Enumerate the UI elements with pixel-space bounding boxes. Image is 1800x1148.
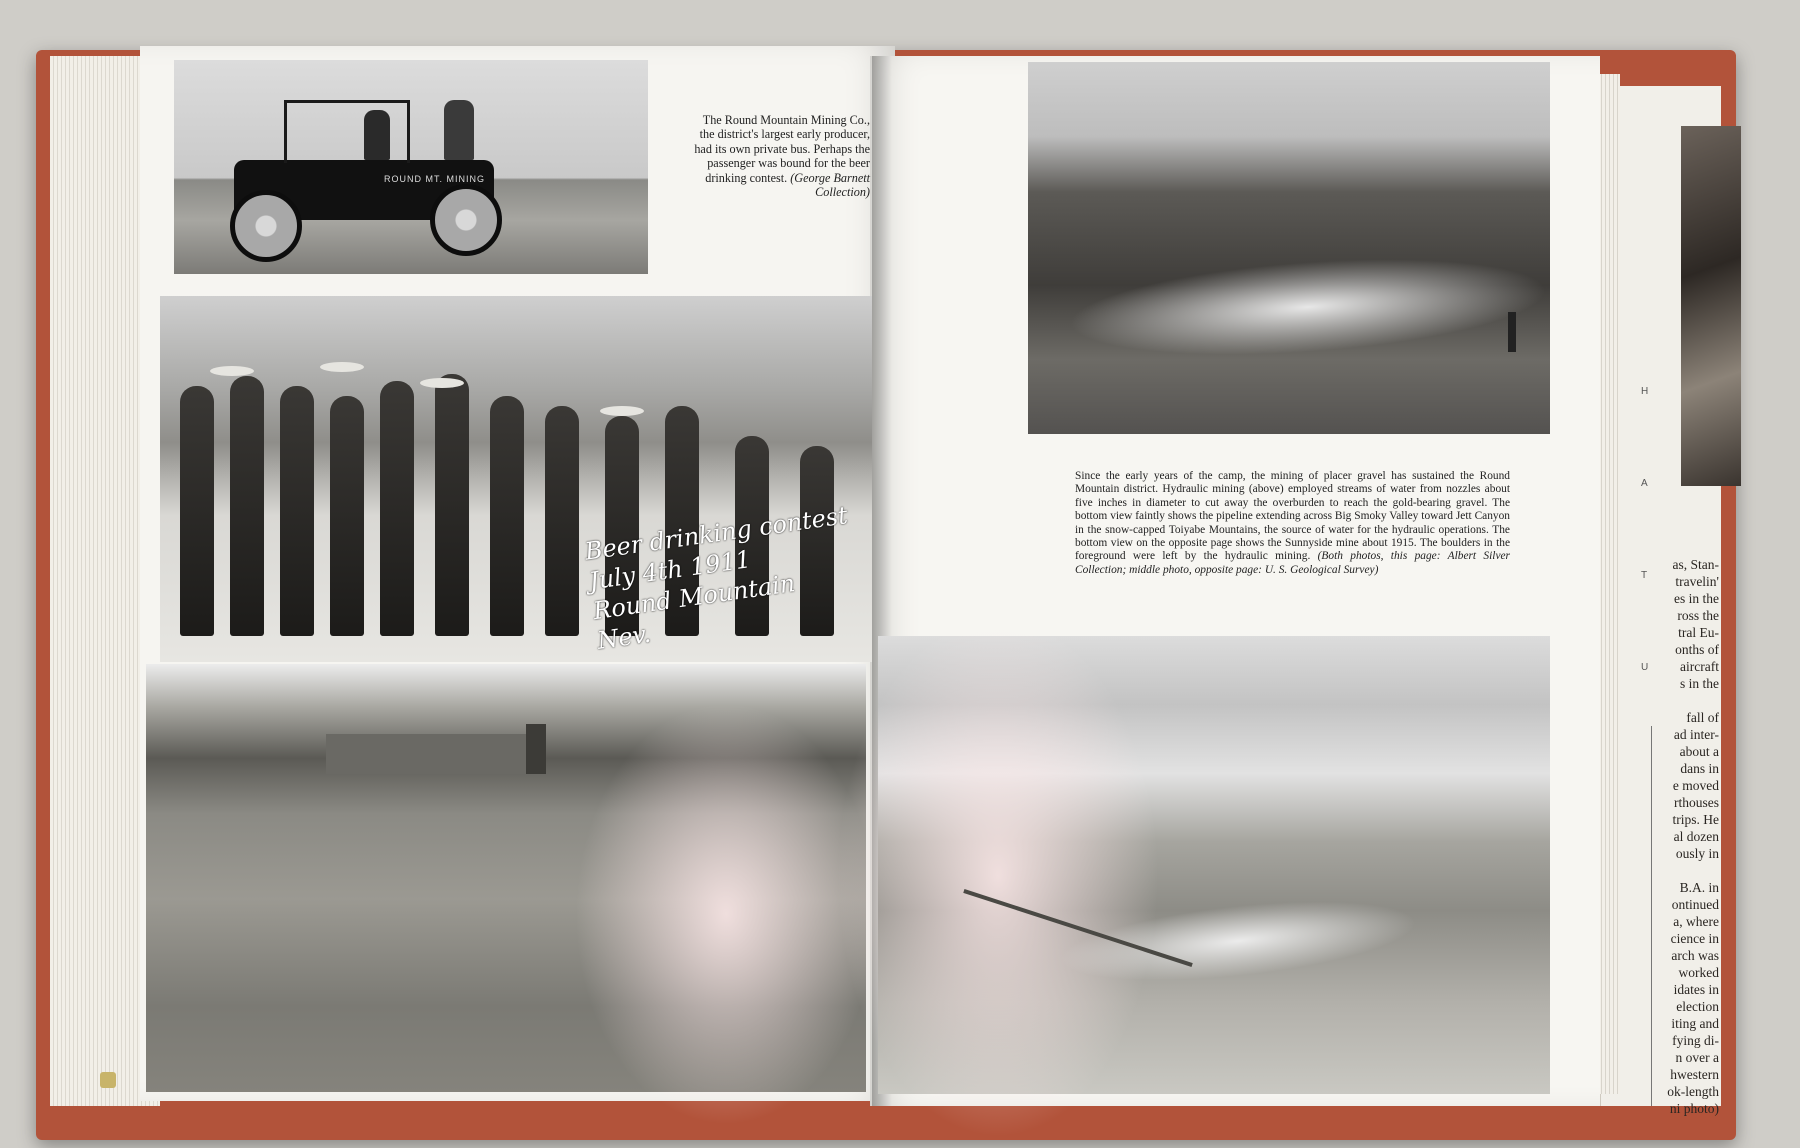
map-letter: A (1641, 478, 1648, 489)
map-letter: H (1641, 386, 1649, 397)
hat (210, 366, 254, 376)
glare (576, 704, 876, 1124)
person (380, 381, 414, 636)
person (545, 406, 579, 636)
hat (420, 378, 464, 388)
car-wheel (230, 190, 302, 262)
next-page-photo (1681, 126, 1741, 486)
hydraulic-caption-text: Since the early years of the camp, the mining of placer gravel has sustained the Round Mountain district. Hydraulic mining (above) employed streams of water from nozzles about five inches in diameter to cut away the overburden to reach the gold-bearing gravel. The bottom view faintly shows the pipeline extending across Big Smoky Valley toward Jett Canyon in the snow-capped Toiyabe Mountains, the source of water for the hydraulic operations. The bottom view on the opposite page shows the Sunnyside mine about 1915. The boulders in the foreground were left by the hydraulic mining. (1075, 470, 1510, 563)
hydraulic-mining-photo (1028, 62, 1550, 434)
person (230, 376, 264, 636)
car-wheel (430, 184, 502, 256)
water-spray (1065, 245, 1550, 368)
passenger (444, 100, 474, 160)
car-caption (690, 113, 870, 199)
headband (100, 1072, 116, 1088)
person (280, 386, 314, 636)
handwritten-caption: Beer drinking contest July 4th 1911 Round Mountain Nev. (583, 501, 850, 655)
hydraulic-caption (1075, 470, 1510, 577)
person (435, 374, 469, 636)
person (330, 396, 364, 636)
hydraulic-caption-credit: (Both photos, this page: Albert Silver Collection; middle photo, opposite page: U. S. Geological Survey) (1075, 550, 1510, 576)
valley-photo (878, 636, 1550, 1094)
person (490, 396, 524, 636)
car-photo (174, 60, 648, 274)
car-caption-credit: (George Barnett Collection) (790, 170, 870, 200)
car-caption-text: The Round Mountain Mining Co., the district's largest early producer, had its own private bus. Perhaps the passenger was bound for the beer drinking contest. (694, 113, 870, 185)
hat (600, 406, 644, 416)
map-letter: T (1641, 570, 1648, 581)
map-letter: U (1641, 662, 1649, 673)
car-frame (284, 100, 410, 163)
next-page-text: as, Stan- travelin' es in the ross the tral Eu- onths of aircraft s in the fall of ad inter- about a dans in e moved rthouses trips. He al dozen ously in B.A. in ontinued a, where cience in arch was worked idates in election iting and fying di- n over a hwestern ok-length ni photo) (1667, 557, 1719, 1116)
hat (320, 362, 364, 372)
car-sign: ROUND MT. MINING (384, 174, 485, 184)
person (180, 386, 214, 636)
glare (838, 616, 1158, 1136)
driver (364, 110, 390, 160)
mine-buildings (326, 734, 526, 774)
mine-photo (146, 664, 866, 1092)
headframe (526, 724, 546, 774)
worker (1508, 312, 1516, 352)
beer-contest-photo (160, 296, 872, 662)
